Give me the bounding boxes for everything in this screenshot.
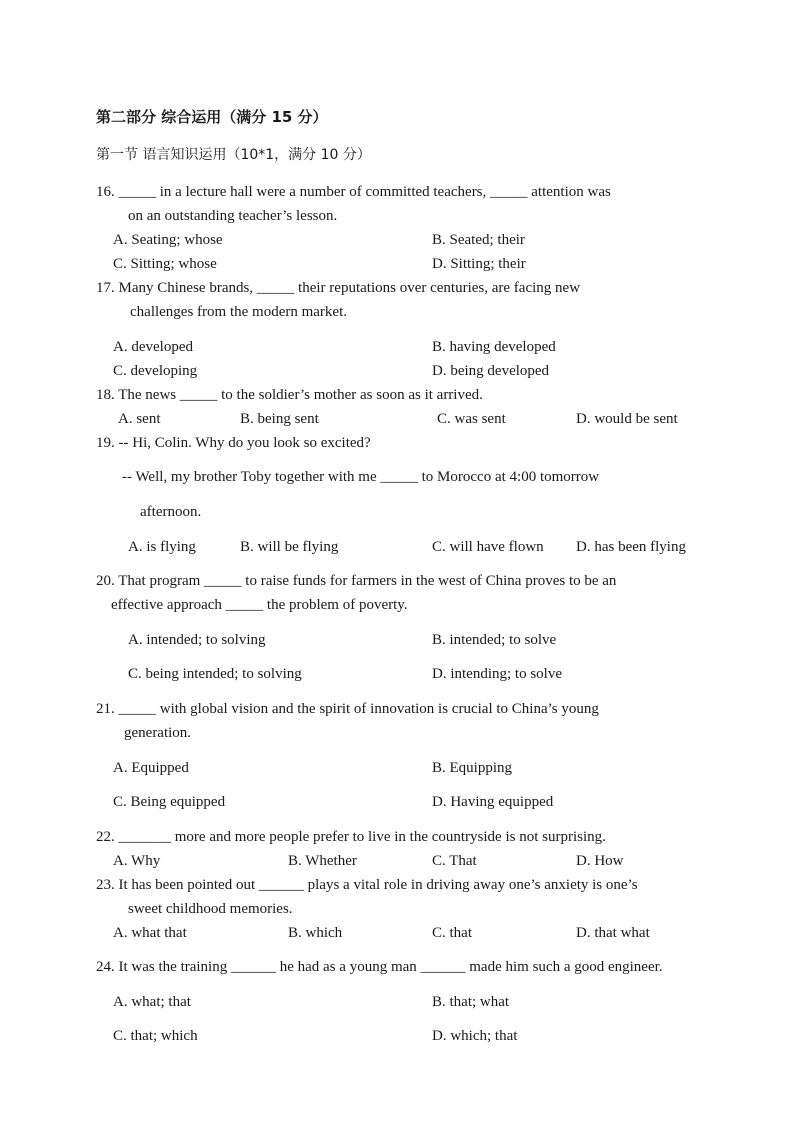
- option-b[interactable]: B. Whether: [288, 853, 357, 869]
- question-stem: 18. The news _____ to the soldier’s mother as soon as it arrived.: [96, 387, 483, 403]
- option-d[interactable]: D. being developed: [432, 363, 550, 379]
- option-c[interactable]: C. that; which: [113, 1028, 198, 1044]
- option-b[interactable]: B. Equipping: [432, 760, 513, 776]
- option-b[interactable]: B. which: [288, 925, 343, 941]
- option-c[interactable]: C. Sitting; whose: [113, 256, 217, 272]
- option-d[interactable]: D. Having equipped: [432, 794, 554, 810]
- question-stem: -- Well, my brother Toby together with me _____ to Morocco at 4:00 tomorrow: [122, 469, 600, 485]
- part-title: 第二部分 综合运用（满分 15 分）: [96, 108, 328, 126]
- option-b[interactable]: B. having developed: [432, 339, 556, 355]
- question-stem: 17. Many Chinese brands, _____ their reputations over centuries, are facing new: [96, 280, 581, 296]
- question-stem: 16. _____ in a lecture hall were a number of committed teachers, _____ attention was: [96, 184, 611, 200]
- question-stem: 19. -- Hi, Colin. Why do you look so excited?: [96, 435, 371, 451]
- option-d[interactable]: D. How: [576, 853, 624, 869]
- option-c[interactable]: C. will have flown: [432, 539, 544, 555]
- option-b[interactable]: B. that; what: [432, 994, 510, 1010]
- option-b[interactable]: B. being sent: [240, 411, 319, 427]
- question-stem: 23. It has been pointed out ______ plays a vital role in driving away one’s anxiety is one’s: [96, 877, 638, 893]
- option-c[interactable]: C. that: [432, 925, 472, 941]
- option-c[interactable]: C. being intended; to solving: [128, 666, 302, 682]
- option-d[interactable]: D. has been flying: [576, 539, 686, 555]
- question-stem: challenges from the modern market.: [130, 304, 348, 320]
- question-stem: generation.: [124, 725, 192, 741]
- option-d[interactable]: D. that what: [576, 925, 650, 941]
- option-a[interactable]: A. is flying: [128, 539, 196, 555]
- option-d[interactable]: D. intending; to solve: [432, 666, 562, 682]
- option-c[interactable]: C. That: [432, 853, 477, 869]
- option-b[interactable]: B. intended; to solve: [432, 632, 557, 648]
- question-stem: sweet childhood memories.: [128, 901, 293, 917]
- question-stem: on an outstanding teacher’s lesson.: [128, 208, 338, 224]
- option-b[interactable]: B. will be flying: [240, 539, 339, 555]
- question-stem: 20. That program _____ to raise funds for farmers in the west of China proves to be an: [96, 573, 617, 589]
- option-d[interactable]: D. Sitting; their: [432, 256, 526, 272]
- option-d[interactable]: D. which; that: [432, 1028, 518, 1044]
- option-a[interactable]: A. what; that: [113, 994, 191, 1010]
- option-b[interactable]: B. Seated; their: [432, 232, 525, 248]
- option-c[interactable]: C. was sent: [437, 411, 506, 427]
- option-a[interactable]: A. what that: [113, 925, 187, 941]
- question-stem: afternoon.: [140, 504, 202, 520]
- option-a[interactable]: A. Why: [113, 853, 161, 869]
- question-stem: 22. _______ more and more people prefer to live in the countryside is not surprising.: [96, 829, 606, 845]
- question-stem: effective approach _____ the problem of poverty.: [111, 597, 408, 613]
- option-a[interactable]: A. Seating; whose: [113, 232, 223, 248]
- option-c[interactable]: C. developing: [113, 363, 198, 379]
- option-a[interactable]: A. intended; to solving: [128, 632, 266, 648]
- option-c[interactable]: C. Being equipped: [113, 794, 226, 810]
- question-stem: 21. _____ with global vision and the spirit of innovation is crucial to China’s young: [96, 701, 599, 717]
- question-stem: 24. It was the training ______ he had as a young man ______ made him such a good engineer.: [96, 959, 663, 975]
- option-a[interactable]: A. Equipped: [113, 760, 189, 776]
- section-subtitle: 第一节 语言知识运用（10*1，满分 10 分）: [96, 147, 371, 163]
- option-a[interactable]: A. sent: [118, 411, 161, 427]
- option-d[interactable]: D. would be sent: [576, 411, 678, 427]
- option-a[interactable]: A. developed: [113, 339, 193, 355]
